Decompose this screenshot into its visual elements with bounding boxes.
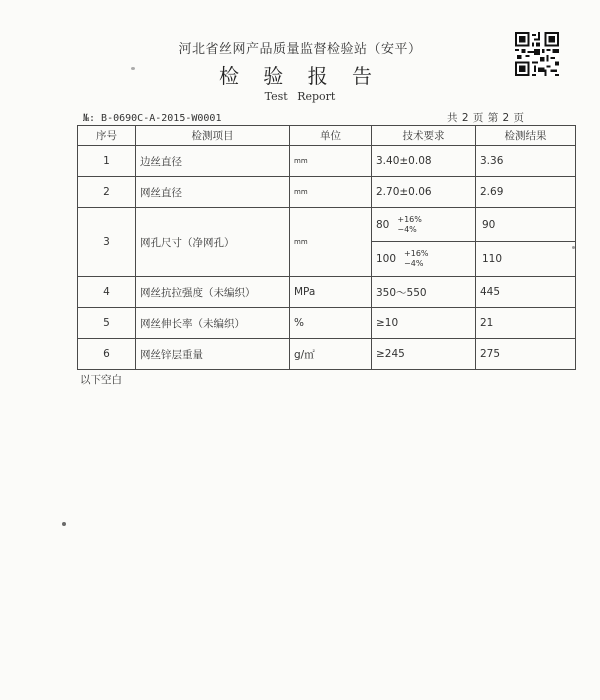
table-row	[78, 146, 576, 177]
unit: MPa	[290, 277, 372, 308]
table-row	[78, 177, 576, 208]
row-number: 3	[78, 208, 136, 277]
paper-speck	[572, 246, 575, 249]
result: 21	[476, 308, 576, 339]
requirement: ≥10	[372, 308, 476, 339]
column-header-result: 检测结果	[476, 126, 576, 146]
report-subtitle: Test Report	[264, 90, 336, 103]
organization-name: 河北省丝网产品质量监督检验站（安平）	[178, 42, 422, 57]
test-results-table	[77, 125, 576, 370]
unit: %	[290, 308, 372, 339]
paper-speck	[131, 67, 135, 70]
test-item: 网丝直径	[136, 177, 290, 208]
qr-code-icon	[515, 32, 559, 76]
row-number: 6	[78, 339, 136, 370]
table-row	[78, 208, 576, 277]
result: 90	[476, 208, 575, 242]
requirement-sub-a	[372, 208, 475, 242]
blank-below-note: 以下空白	[80, 374, 122, 386]
unit: mm	[290, 146, 372, 177]
unit: mm	[290, 208, 372, 277]
row-number: 5	[78, 308, 136, 339]
test-item: 网丝伸长率（未编织）	[136, 308, 290, 339]
requirement: ≥245	[372, 339, 476, 370]
column-header-requirement: 技术要求	[372, 126, 476, 146]
table-row	[78, 339, 576, 370]
result: 445	[476, 277, 576, 308]
test-item: 网丝锌层重量	[136, 339, 290, 370]
row-number: 1	[78, 146, 136, 177]
report-title: 检 验 报 告	[218, 64, 382, 88]
page-indicator: 共 2 页 第 2 页	[447, 112, 525, 124]
requirement: 2.70±0.06	[372, 177, 476, 208]
table-row	[78, 277, 576, 308]
unit: g/㎡	[290, 339, 372, 370]
result: 110	[482, 253, 503, 265]
requirement: 350～550	[372, 277, 476, 308]
tolerance	[404, 249, 428, 269]
table-header-row	[78, 126, 576, 146]
result: 275	[476, 339, 576, 370]
table-row	[78, 308, 576, 339]
tolerance-minus: −4%	[404, 259, 424, 268]
tolerance-minus: −4%	[397, 224, 417, 234]
row-number: 2	[78, 177, 136, 208]
tolerance-plus: +16%	[404, 249, 429, 258]
requirement-value: 80	[376, 218, 390, 231]
test-item: 边丝直径	[136, 146, 290, 177]
column-header-no: 序号	[78, 126, 136, 146]
requirement-split	[372, 208, 476, 277]
column-header-unit: 单位	[290, 126, 372, 146]
tolerance	[397, 215, 421, 235]
report-number: №: B-0690C-A-2015-W0001	[83, 113, 222, 124]
row-number: 4	[78, 277, 136, 308]
tolerance-plus: +16%	[397, 214, 422, 224]
result: 3.36	[476, 146, 576, 177]
test-item: 网孔尺寸（净网孔）	[136, 208, 290, 277]
test-item: 网丝抗拉强度（未编织）	[136, 277, 290, 308]
column-header-item: 检测项目	[136, 126, 290, 146]
result-split	[476, 208, 576, 277]
requirement-sub-b	[372, 242, 475, 276]
paper-speck	[62, 522, 66, 526]
requirement: 3.40±0.08	[372, 146, 476, 177]
unit: mm	[290, 177, 372, 208]
requirement-value: 100	[376, 253, 397, 265]
result: 2.69	[476, 177, 576, 208]
